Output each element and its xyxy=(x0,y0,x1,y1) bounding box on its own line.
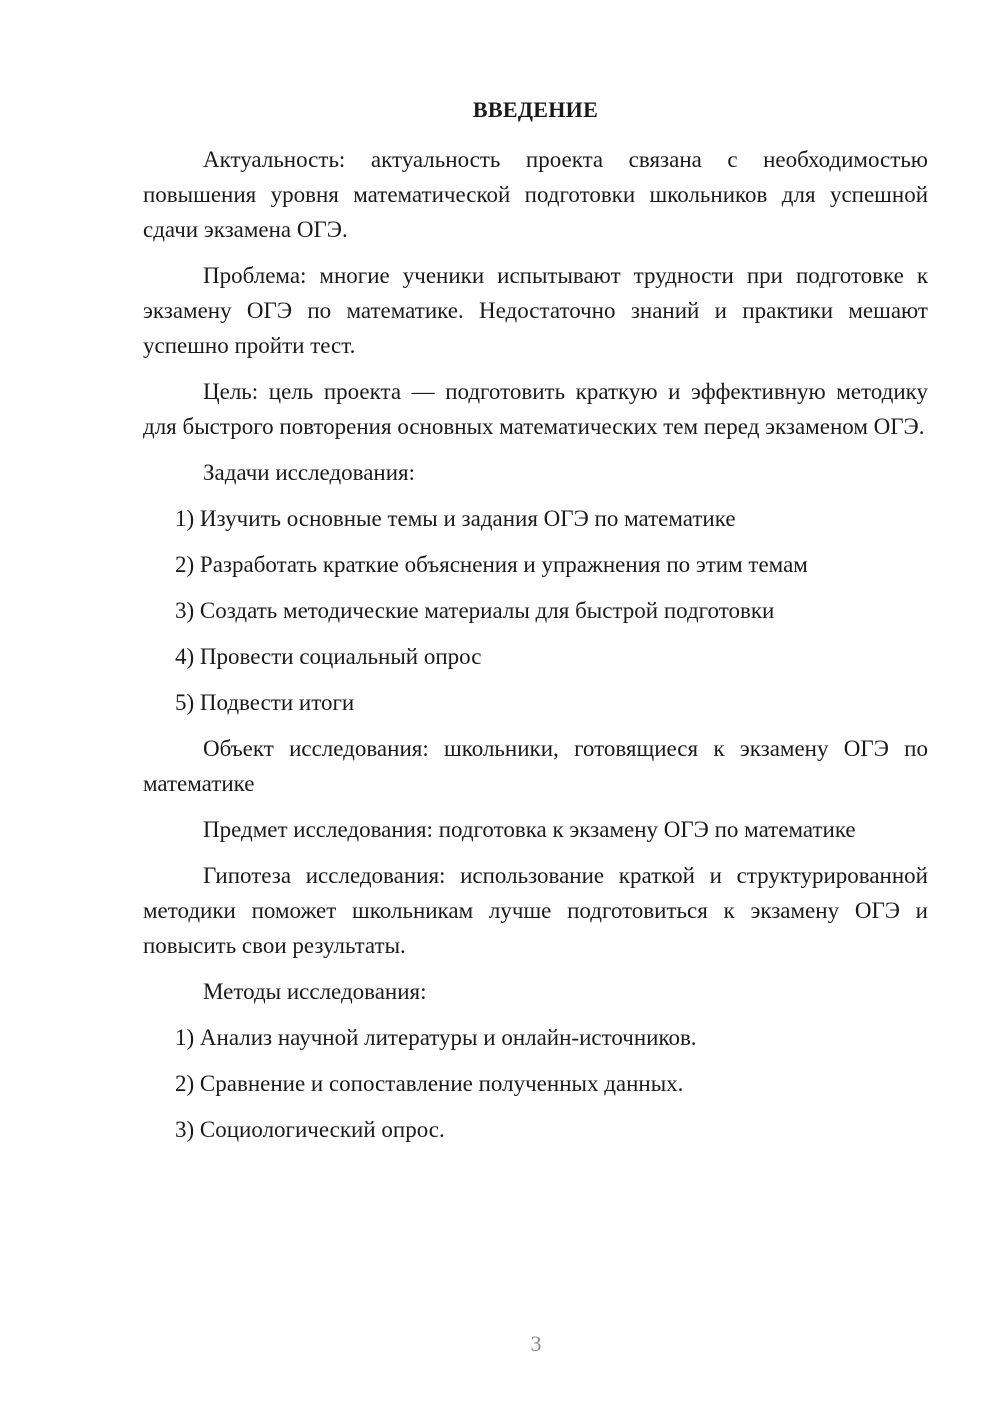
tasks-heading: Задачи исследования: xyxy=(203,460,416,485)
method-item: 2) Сравнение и сопоставление полученных данных. xyxy=(175,1071,684,1096)
task-item: 3) Создать методические материалы для быстрой подготовки xyxy=(175,598,775,623)
goal-paragraph: Цель: цель проекта — подготовить краткую и эффективную методику для быстрого повторения основных математических тем перед экзаменом ОГЭ. xyxy=(143,379,928,439)
document-page xyxy=(143,94,928,1158)
task-item: 5) Подвести итоги xyxy=(175,690,355,715)
problem-paragraph: Проблема: многие ученики испытывают трудности при подготовке к экзамену ОГЭ по математике. Недостаточно знаний и практики мешают успешно пройти тест. xyxy=(143,263,928,358)
method-item: 1) Анализ научной литературы и онлайн-источников. xyxy=(175,1025,697,1050)
tasks-list xyxy=(143,501,928,720)
task-item: 1) Изучить основные темы и задания ОГЭ по математике xyxy=(175,506,736,531)
method-item: 3) Социологический опрос. xyxy=(175,1117,445,1142)
methods-list xyxy=(143,1020,928,1147)
relevance-paragraph: Актуальность: актуальность проекта связана с необходимостью повышения уровня математической подготовки школьников для успешной сдачи экзамена ОГЭ. xyxy=(143,147,928,242)
task-item: 2) Разработать краткие объяснения и упражнения по этим темам xyxy=(175,552,808,577)
task-item: 4) Провести социальный опрос xyxy=(175,644,482,669)
hypothesis-paragraph: Гипотеза исследования: использование краткой и структурированной методики поможет школьникам лучше подготовиться к экзамену ОГЭ и повысить свои результаты. xyxy=(143,863,928,958)
page-number: 3 xyxy=(530,1331,542,1356)
subject-paragraph: Предмет исследования: подготовка к экзамену ОГЭ по математике xyxy=(203,817,856,842)
section-heading: ВВЕДЕНИЕ xyxy=(472,97,599,122)
object-paragraph: Объект исследования: школьники, готовящиеся к экзамену ОГЭ по математике xyxy=(143,736,928,796)
methods-heading: Методы исследования: xyxy=(203,979,427,1004)
